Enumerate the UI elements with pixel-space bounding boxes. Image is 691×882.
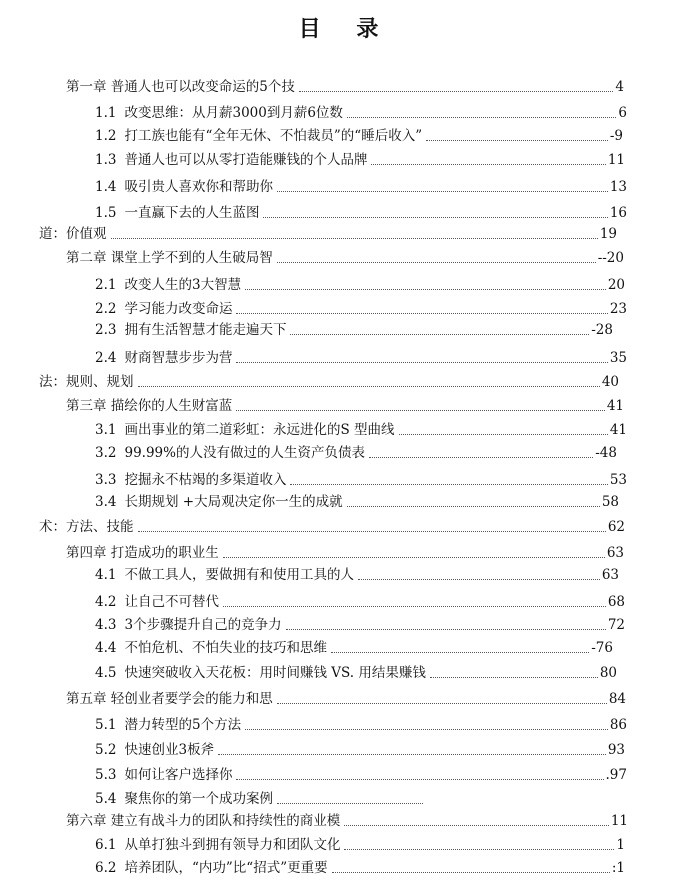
dot-leader — [290, 333, 589, 335]
toc-label: 改变思维：从月薪3000到月薪6位数 — [124, 105, 343, 121]
toc-page-number: 80 — [599, 665, 617, 681]
dot-leader — [426, 139, 608, 141]
dot-leader — [371, 163, 605, 165]
toc-label: 聚焦你的第一个成功案例 — [124, 791, 273, 807]
toc-label: 3个步骤提升自己的竞争力 — [124, 617, 282, 633]
dot-leader — [245, 728, 608, 730]
dot-leader — [331, 651, 589, 653]
dot-leader — [277, 261, 596, 263]
toc-page-number: 68 — [607, 594, 625, 610]
toc-page-number: 11 — [610, 813, 628, 829]
dot-leader — [369, 456, 593, 458]
toc-section-2-4[interactable] — [95, 347, 627, 367]
dot-leader — [218, 753, 606, 755]
toc-part-dao[interactable] — [39, 223, 617, 243]
dot-leader — [277, 802, 423, 804]
dot-leader — [236, 778, 603, 780]
toc-label: 拥有生活智慧才能走遍天下 — [124, 322, 287, 338]
toc-page-number: 40 — [601, 374, 619, 390]
toc-page-number: 72 — [607, 617, 625, 633]
toc-label: 让自己不可替代 — [124, 594, 219, 610]
toc-label: 第一章 普通人也可以改变命运的5个技 — [66, 79, 295, 95]
toc-section-5-1[interactable] — [95, 714, 627, 734]
toc-section-number: 4.5 — [95, 665, 117, 681]
toc-page-number: 4 — [615, 79, 624, 95]
toc-section-3-4[interactable] — [95, 491, 619, 511]
toc-section-2-2[interactable] — [95, 298, 627, 318]
toc-section-4-3[interactable] — [95, 614, 625, 634]
toc-label: 如何让客户选择你 — [124, 767, 233, 783]
toc-page-number: 84 — [608, 691, 626, 707]
toc-page-number: 93 — [607, 742, 625, 758]
toc-section-number: 2.2 — [95, 301, 117, 317]
dot-leader — [430, 676, 598, 678]
toc-part-fa[interactable] — [39, 371, 619, 391]
dot-leader — [344, 848, 614, 850]
toc-page-number: 41 — [609, 422, 627, 438]
toc-label: 第四章 打造成功的职业生 — [66, 545, 219, 561]
toc-page-number: 19 — [599, 226, 617, 242]
toc-label: 第五章 轻创业者要学会的能力和思 — [66, 691, 273, 707]
toc-label: 学习能力改变命运 — [124, 301, 233, 317]
toc-section-number: 3.1 — [95, 422, 117, 438]
toc-label: 第二章 课堂上学不到的人生破局智 — [66, 250, 273, 266]
toc-label: 道：价值观 — [39, 226, 107, 242]
toc-label: 不做工具人，要做拥有和使用工具的人 — [124, 567, 354, 583]
toc-page-number: -28 — [591, 322, 613, 338]
toc-label: 第三章 描绘你的人生财富蓝 — [66, 398, 233, 414]
toc-section-number: 4.3 — [95, 617, 117, 633]
toc-section-number: 1.2 — [95, 128, 117, 144]
toc-section-number: 2.4 — [95, 350, 117, 366]
toc-section-1-3[interactable] — [95, 149, 625, 169]
toc-section-1-1[interactable] — [95, 102, 627, 122]
toc-page-number: .97 — [605, 767, 627, 783]
toc-section-4-4[interactable] — [95, 637, 613, 657]
toc-label: 快速突破收入天花板：用时间赚钱 VS. 用结果赚钱 — [124, 665, 426, 681]
dot-leader — [236, 312, 607, 314]
toc-section-number: 2.3 — [95, 322, 117, 338]
toc-label: 术：方法、技能 — [39, 519, 134, 535]
toc-page-number: 13 — [609, 179, 627, 195]
dot-leader — [138, 385, 600, 387]
toc-page-number: 63 — [606, 545, 624, 561]
toc-page-number: 41 — [606, 398, 624, 414]
toc-section-number: 1.3 — [95, 152, 117, 168]
toc-label: 长期规划 +大局观决定你一生的成就 — [124, 494, 343, 510]
dot-leader — [347, 505, 600, 507]
toc-section-number: 5.3 — [95, 767, 117, 783]
toc-section-5-3[interactable] — [95, 764, 627, 784]
toc-section-4-2[interactable] — [95, 591, 625, 611]
toc-page-number: 20 — [607, 277, 625, 293]
dot-leader — [236, 361, 607, 363]
dot-leader — [399, 433, 608, 435]
toc-page-number: 6 — [618, 105, 627, 121]
toc-page-number: 35 — [609, 350, 627, 366]
page-title: 目 录 — [298, 16, 393, 42]
toc-section-number: 4.1 — [95, 567, 117, 583]
toc-page-number: 16 — [609, 205, 627, 221]
toc-page-number: 1 — [616, 837, 625, 853]
toc-section-4-5[interactable] — [95, 662, 617, 682]
dot-leader — [286, 628, 606, 630]
dot-leader — [277, 702, 607, 704]
toc-label: 第六章 建立有战斗力的团队和持续性的商业模 — [66, 813, 341, 829]
dot-leader — [138, 530, 606, 532]
toc-section-4-1[interactable] — [95, 564, 619, 584]
toc-section-number: 5.1 — [95, 717, 117, 733]
toc-label: 法：规则、规划 — [39, 374, 134, 390]
toc-section-number: 4.2 — [95, 594, 117, 610]
toc-label: 财商智慧步步为营 — [124, 350, 233, 366]
toc-chapter-4[interactable] — [66, 542, 624, 562]
toc-label: 一直赢下去的人生蓝图 — [124, 205, 260, 221]
toc-label: 打工族也能有“全年无休、不怕裁员”的“睡后收入” — [124, 128, 423, 144]
dot-leader — [290, 483, 607, 485]
toc-section-5-4[interactable] — [95, 788, 425, 808]
toc-section-number: 5.2 — [95, 742, 117, 758]
toc-section-number: 6.1 — [95, 837, 117, 853]
dot-leader — [344, 824, 609, 826]
dot-leader — [111, 237, 598, 239]
toc-part-shu[interactable] — [39, 516, 625, 536]
toc-section-number: 3.4 — [95, 494, 117, 510]
toc-section-number: 3.3 — [95, 472, 117, 488]
toc-chapter-1[interactable] — [66, 76, 624, 96]
dot-leader — [299, 90, 614, 92]
toc-section-2-3[interactable] — [95, 319, 613, 339]
dot-leader — [332, 871, 610, 873]
toc-section-1-2[interactable] — [95, 125, 623, 145]
toc-page-number: -76 — [591, 640, 613, 656]
toc-label: 99.99%的人没有做过的人生资产负债表 — [124, 445, 365, 461]
toc-section-number: 6.2 — [95, 860, 117, 876]
toc-section-2-1[interactable] — [95, 274, 625, 294]
toc-page-number: 11 — [607, 152, 625, 168]
toc-section-number: 1.5 — [95, 205, 117, 221]
toc-section-number: 1.1 — [95, 105, 117, 121]
toc-label: 挖掘永不枯竭的多渠道收入 — [124, 472, 287, 488]
dot-leader — [223, 605, 606, 607]
toc-label: 普通人也可以从零打造能赚钱的个人品牌 — [124, 152, 368, 168]
toc-page-number: 62 — [607, 519, 625, 535]
dot-leader — [263, 216, 607, 218]
toc-section-number: 2.1 — [95, 277, 117, 293]
dot-leader — [347, 116, 616, 118]
toc-chapter-5[interactable] — [66, 688, 626, 708]
toc-section-5-2[interactable] — [95, 739, 625, 759]
toc-page-number: 53 — [609, 472, 627, 488]
toc-chapter-2[interactable] — [66, 247, 624, 267]
toc-page-number: 63 — [601, 567, 619, 583]
toc-label: 潜力转型的5个方法 — [124, 717, 242, 733]
toc-page-number: :1 — [611, 860, 625, 876]
dot-leader — [236, 409, 605, 411]
toc-label: 培养团队，“内功”比“招式”更重要 — [124, 860, 328, 876]
toc-label: 吸引贵人喜欢你和帮助你 — [124, 179, 273, 195]
toc-page-number: 58 — [601, 494, 619, 510]
toc-section-1-4[interactable] — [95, 176, 627, 196]
dot-leader — [277, 190, 608, 192]
toc-section-number: 5.4 — [95, 791, 117, 807]
toc-section-number: 4.4 — [95, 640, 117, 656]
toc-section-3-3[interactable] — [95, 469, 627, 489]
dot-leader — [358, 578, 600, 580]
dot-leader — [223, 556, 605, 558]
toc-page-number: 86 — [609, 717, 627, 733]
toc-section-6-2[interactable] — [95, 857, 625, 877]
toc-label: 改变人生的3大智慧 — [124, 277, 242, 293]
dot-leader — [245, 288, 606, 290]
toc-chapter-6[interactable] — [66, 810, 628, 830]
toc-section-number: 1.4 — [95, 179, 117, 195]
toc-page-number: -9 — [609, 128, 623, 144]
toc-section-3-1[interactable] — [95, 419, 627, 439]
toc-section-1-5[interactable] — [95, 202, 627, 222]
toc-label: 从单打独斗到拥有领导力和团队文化 — [124, 837, 341, 853]
toc-label: 画出事业的第二道彩虹：永远进化的S 型曲线 — [124, 422, 395, 438]
toc-section-3-2[interactable] — [95, 442, 617, 462]
toc-page-number: --20 — [597, 250, 624, 266]
toc-section-6-1[interactable] — [95, 834, 625, 854]
toc-label: 不怕危机、不怕失业的技巧和思维 — [124, 640, 327, 656]
toc-section-number: 3.2 — [95, 445, 117, 461]
toc-page-number: 23 — [609, 301, 627, 317]
toc-chapter-3[interactable] — [66, 395, 624, 415]
toc-page-number: -48 — [595, 445, 617, 461]
toc-label: 快速创业3板斧 — [124, 742, 215, 758]
